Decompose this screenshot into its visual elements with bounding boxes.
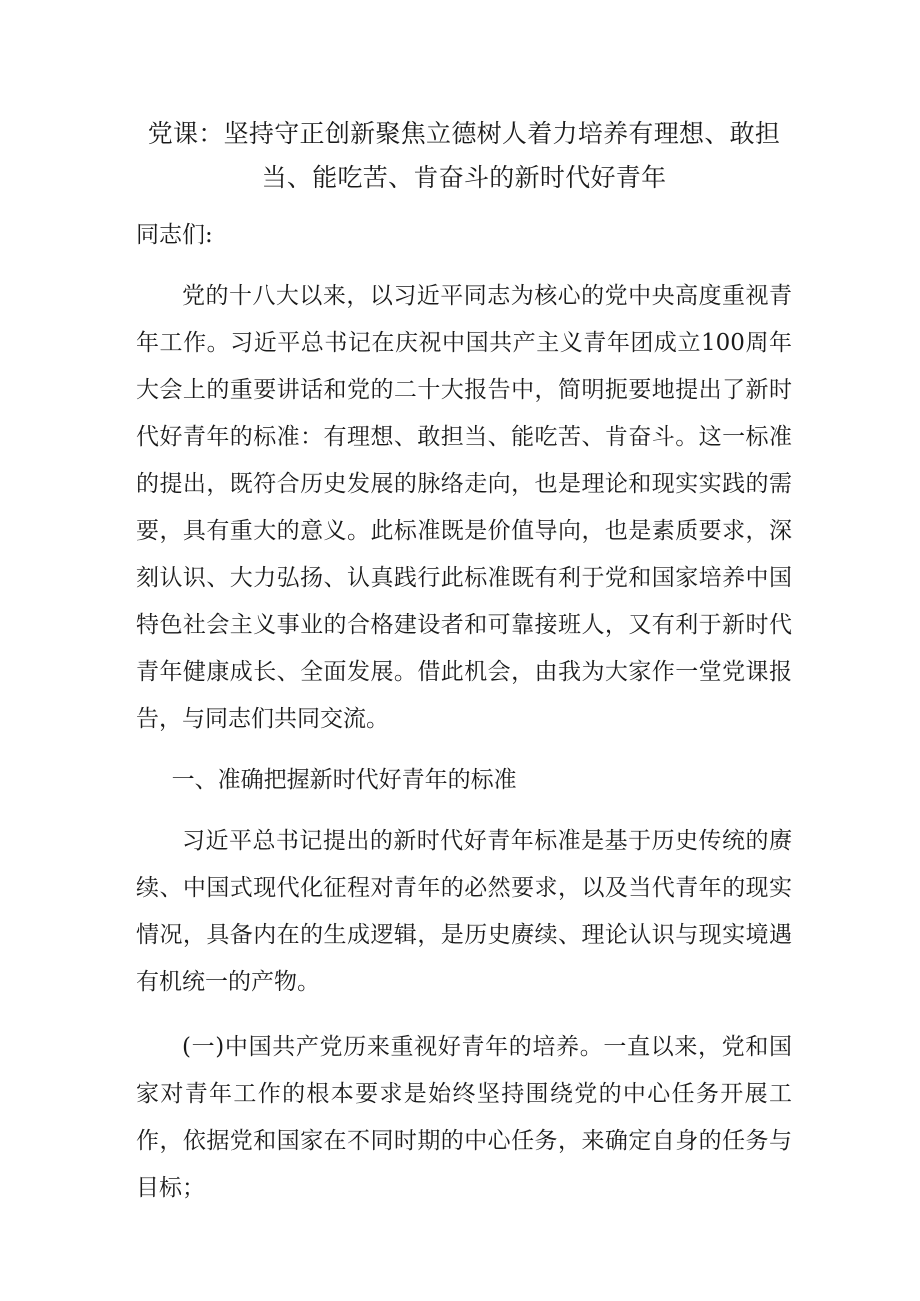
- intro-paragraph: 党的十八大以来，以习近平同志为核心的党中央高度重视青年工作。习近平总书记在庆祝中国共产主义青年团成立100周年大会上的重要讲话和党的二十大报告中，简明扼要地提出了新时代好青年的标准：有理想、敢担当、能吃苦、肯奋斗。这一标准的提出，既符合历史发展的脉络走向，也是理论和现实实践的需要，具有重大的意义。此标准既是价值导向，也是素质要求，深刻认识、大力弘扬、认真践行此标准既有利于党和国家培养中国特色社会主义事业的合格建设者和可靠接班人，又有利于新时代青年健康成长、全面发展。借此机会，由我为大家作一堂党课报告，与同志们共同交流。: [136, 283, 792, 732]
- document-page: [136, 112, 792, 1212]
- section-heading: 一、准确把握新时代好青年的标准: [171, 767, 517, 793]
- section-paragraph: 习近平总书记提出的新时代好青年标准是基于历史传统的赓续、中国式现代化征程对青年的必然要求，以及当代青年的现实情况，具备内在的生成逻辑，是历史赓续、理论认识与现实境遇有机统一的产物。: [136, 828, 792, 995]
- document-title: 党课：坚持守正创新聚焦立德树人着力培养有理想、敢担当、能吃苦、肯奋斗的新时代好青年: [147, 119, 781, 192]
- greeting: 同志们:: [136, 222, 213, 248]
- subsection-paragraph: (一)中国共产党历来重视好青年的培养。一直以来，党和国家对青年工作的根本要求是始终坚持围绕党的中心任务开展工作，依据党和国家在不同时期的中心任务，来确定自身的任务与目标；: [136, 1034, 792, 1201]
